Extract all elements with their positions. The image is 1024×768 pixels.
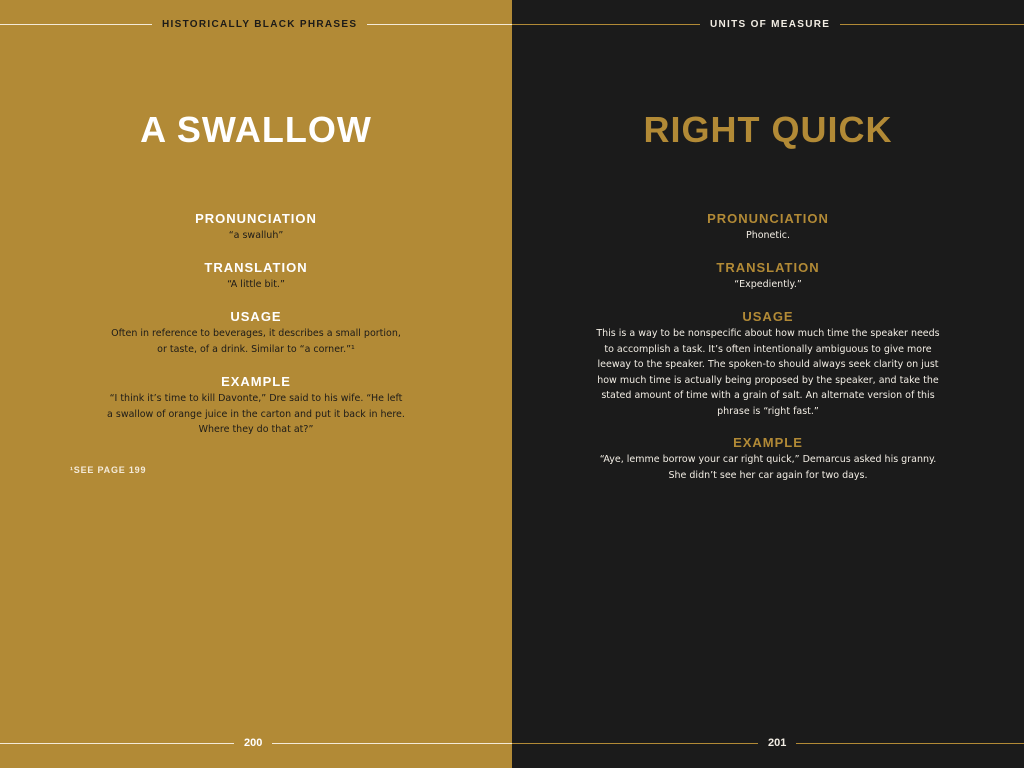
section-text: “A little bit.”: [227, 279, 285, 290]
header-rule: [367, 24, 512, 25]
translation-section: [512, 260, 1024, 293]
section-text: “I think it’s time to kill Davonte,” Dre said to his wife. “He left a swallow of orange juice in the carton and put it back in here. Where they do that at?”: [107, 393, 405, 435]
page-number: 200: [244, 737, 263, 749]
section-heading: EXAMPLE: [221, 374, 291, 389]
example-section: [0, 374, 512, 438]
pronunciation-section: [0, 211, 512, 244]
usage-section: [512, 309, 1024, 419]
entry-title: RIGHT QUICK: [643, 109, 893, 150]
footnote: ¹SEE PAGE 199: [70, 465, 147, 475]
header-rule: [840, 24, 1024, 25]
footer-rule: [0, 743, 234, 744]
right-page: [512, 0, 1024, 768]
section-text: “a swalluh”: [228, 230, 284, 241]
header-rule: [0, 24, 152, 25]
left-footer: [0, 735, 512, 751]
section-heading: TRANSLATION: [204, 260, 308, 275]
right-footer: [512, 735, 1024, 751]
running-head: HISTORICALLY BLACK PHRASES: [162, 18, 358, 30]
section-heading: PRONUNCIATION: [195, 211, 317, 226]
footer-rule: [272, 743, 512, 744]
left-running-header: [0, 16, 512, 32]
page-number: 201: [768, 737, 787, 749]
section-text: Phonetic.: [745, 230, 791, 241]
usage-section: [0, 309, 512, 357]
right-running-header: [512, 16, 1024, 32]
section-text: “Expediently.”: [734, 279, 802, 290]
section-heading: TRANSLATION: [716, 260, 820, 275]
section-heading: EXAMPLE: [733, 435, 803, 450]
footer-rule: [512, 743, 758, 744]
section-text: This is a way to be nonspecific about how much time the speaker needs to accomplish a task. It’s often intentionally ambiguous to give more leeway to the speaker. The spoken-to should always seek clarity on just how much time is actually being proposed by the speaker, and take the stated amount of time with a grain of salt. An alternate version of this phrase is “right fast.”: [596, 328, 940, 417]
entry-title: A SWALLOW: [140, 109, 372, 150]
example-section: [512, 435, 1024, 483]
footer-rule: [796, 743, 1024, 744]
header-rule: [512, 24, 700, 25]
running-head: UNITS OF MEASURE: [710, 18, 831, 30]
section-text: Often in reference to beverages, it describes a small portion, or taste, of a drink. Similar to “a corner.”¹: [111, 328, 401, 355]
section-heading: USAGE: [230, 309, 282, 324]
pronunciation-section: [512, 211, 1024, 244]
section-heading: USAGE: [742, 309, 794, 324]
section-heading: PRONUNCIATION: [707, 211, 829, 226]
section-text: “Aye, lemme borrow your car right quick,” Demarcus asked his granny. She didn’t see her car again for two days.: [599, 454, 937, 481]
translation-section: [0, 260, 512, 293]
